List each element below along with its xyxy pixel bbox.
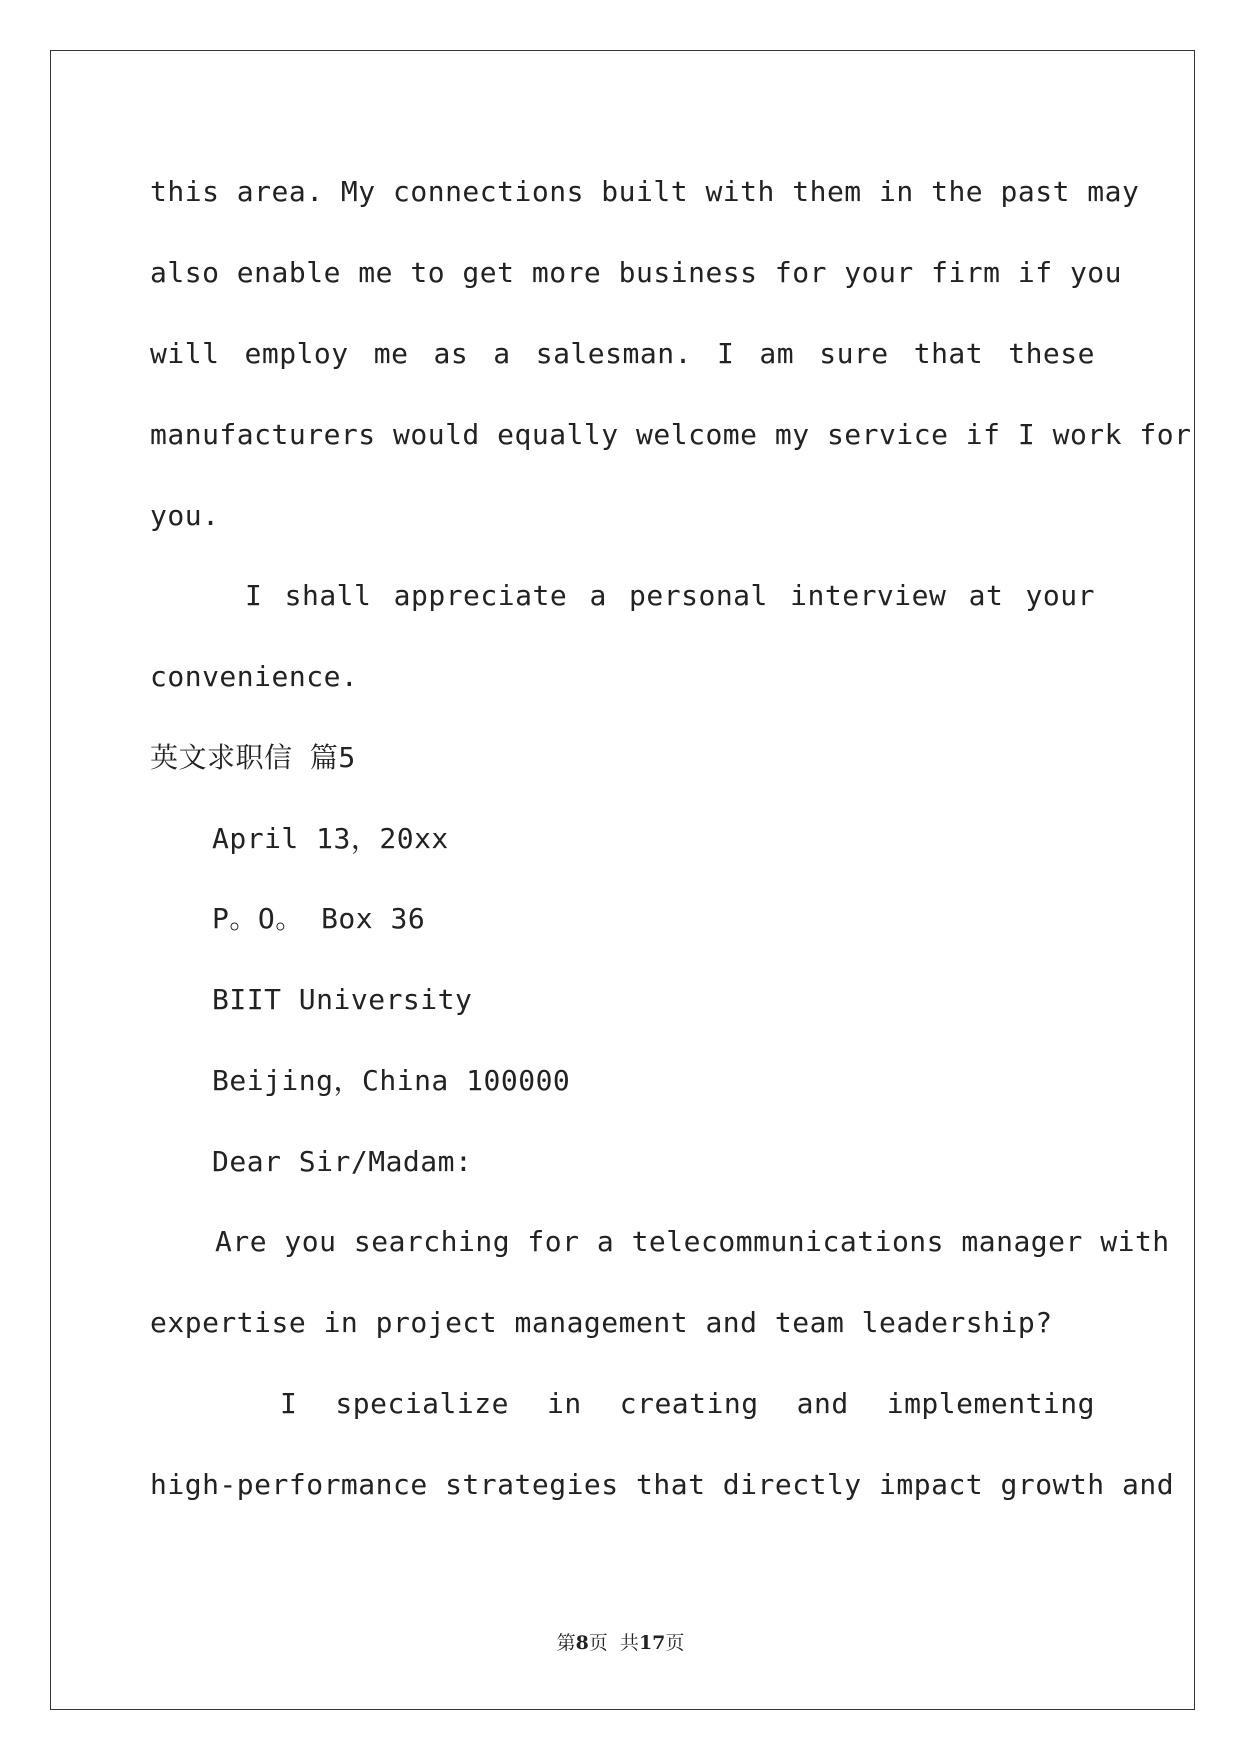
body-line-8: Are you searching for a telecommunications manager with	[215, 1225, 1170, 1258]
body-line-2: also enable me to get more business for your firm if you	[150, 256, 1123, 289]
body-line-11: high-performance strategies that directly impact growth and	[150, 1468, 1175, 1501]
body-line-6: I shall appreciate a personal interview at your	[245, 579, 1095, 612]
body-line-5: you.	[150, 499, 220, 532]
address-city: Beijing，China 100000	[212, 1064, 571, 1097]
footer-prefix: 第	[556, 1632, 576, 1654]
body-line-7: convenience.	[150, 660, 359, 693]
footer-page-number: 8	[575, 1632, 589, 1654]
page-footer	[0, 1628, 1241, 1655]
footer-total-pages: 17	[638, 1632, 666, 1654]
section-heading: 英文求职信 篇5	[150, 741, 356, 774]
body-line-4: manufacturers would equally welcome my service if I work for	[150, 418, 1192, 451]
body-line-3: will employ me as a salesman. I am sure that these	[150, 337, 1095, 370]
salutation: Dear Sir/Madam:	[212, 1145, 473, 1178]
body-line-10: I specialize in creating and implementing	[280, 1387, 1095, 1420]
letter-date: April 13，20xx	[212, 822, 449, 855]
body-line-9: expertise in project management and team leadership?	[150, 1306, 1053, 1339]
body-line-1: this area. My connections built with them in the past may	[150, 175, 1140, 208]
page-border	[50, 50, 1195, 1710]
address-po-box: P。O。 Box 36	[212, 902, 426, 935]
footer-middle: 页 共	[588, 1632, 639, 1654]
footer-suffix: 页	[665, 1632, 685, 1654]
address-university: BIIT University	[212, 983, 473, 1016]
